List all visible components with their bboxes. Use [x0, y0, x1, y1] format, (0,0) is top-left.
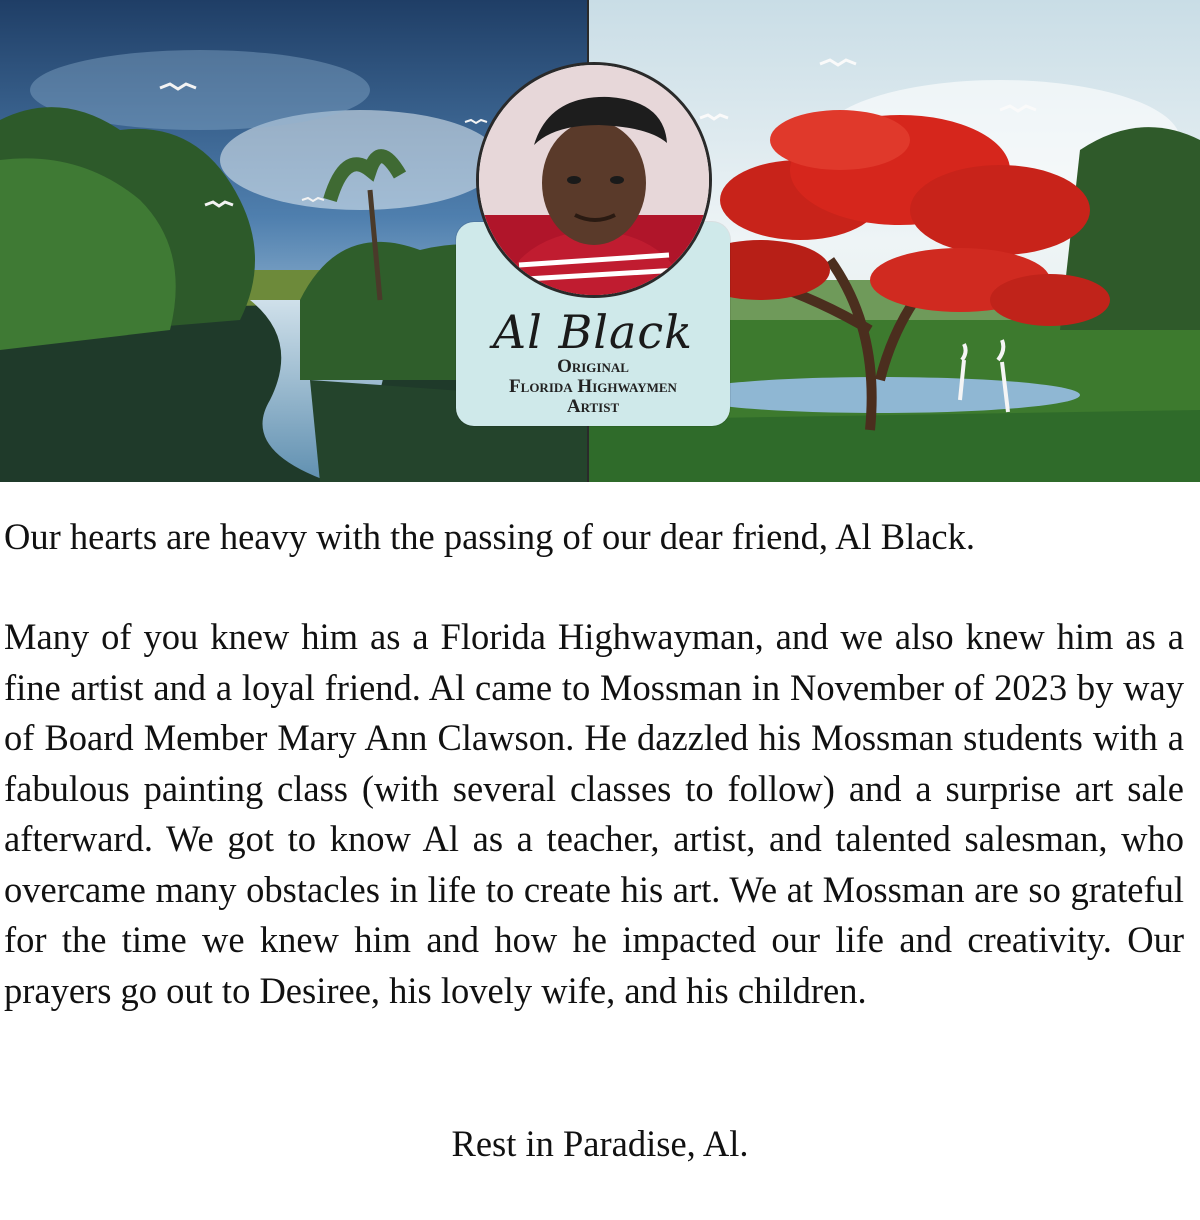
subtitle-original: Original — [557, 356, 629, 377]
subtitle-artist: Artist — [566, 396, 620, 417]
lead-sentence: Our hearts are heavy with the passing of our dear friend, Al Black. — [4, 516, 975, 557]
closing-line: Rest in Paradise, Al. — [451, 1123, 749, 1164]
artist-name: Al Black — [492, 305, 694, 359]
subtitle-florida-highwaymen: Florida Highwaymen — [509, 376, 677, 397]
tribute-paragraph: Many of you knew him as a Florida Highwayman, and we also knew him as a fine artist and a loyal friend. Al came to Mossman in November of 2023 by way of Board Member Mary Ann Clawson. He dazzled his Mossman students with a fabulous painting class (with several classes to follow) and a surprise art sale afterward. We got to know Al as a teacher, artist, and talented salesman, who overcame many obstacles in life to create his art. We at Mossman are so grateful for the time we knew him and how he impacted our life and creativity. Our prayers go out to Desiree, his lovely wife, and his children. — [4, 616, 1184, 1011]
artist-portrait — [476, 62, 712, 298]
